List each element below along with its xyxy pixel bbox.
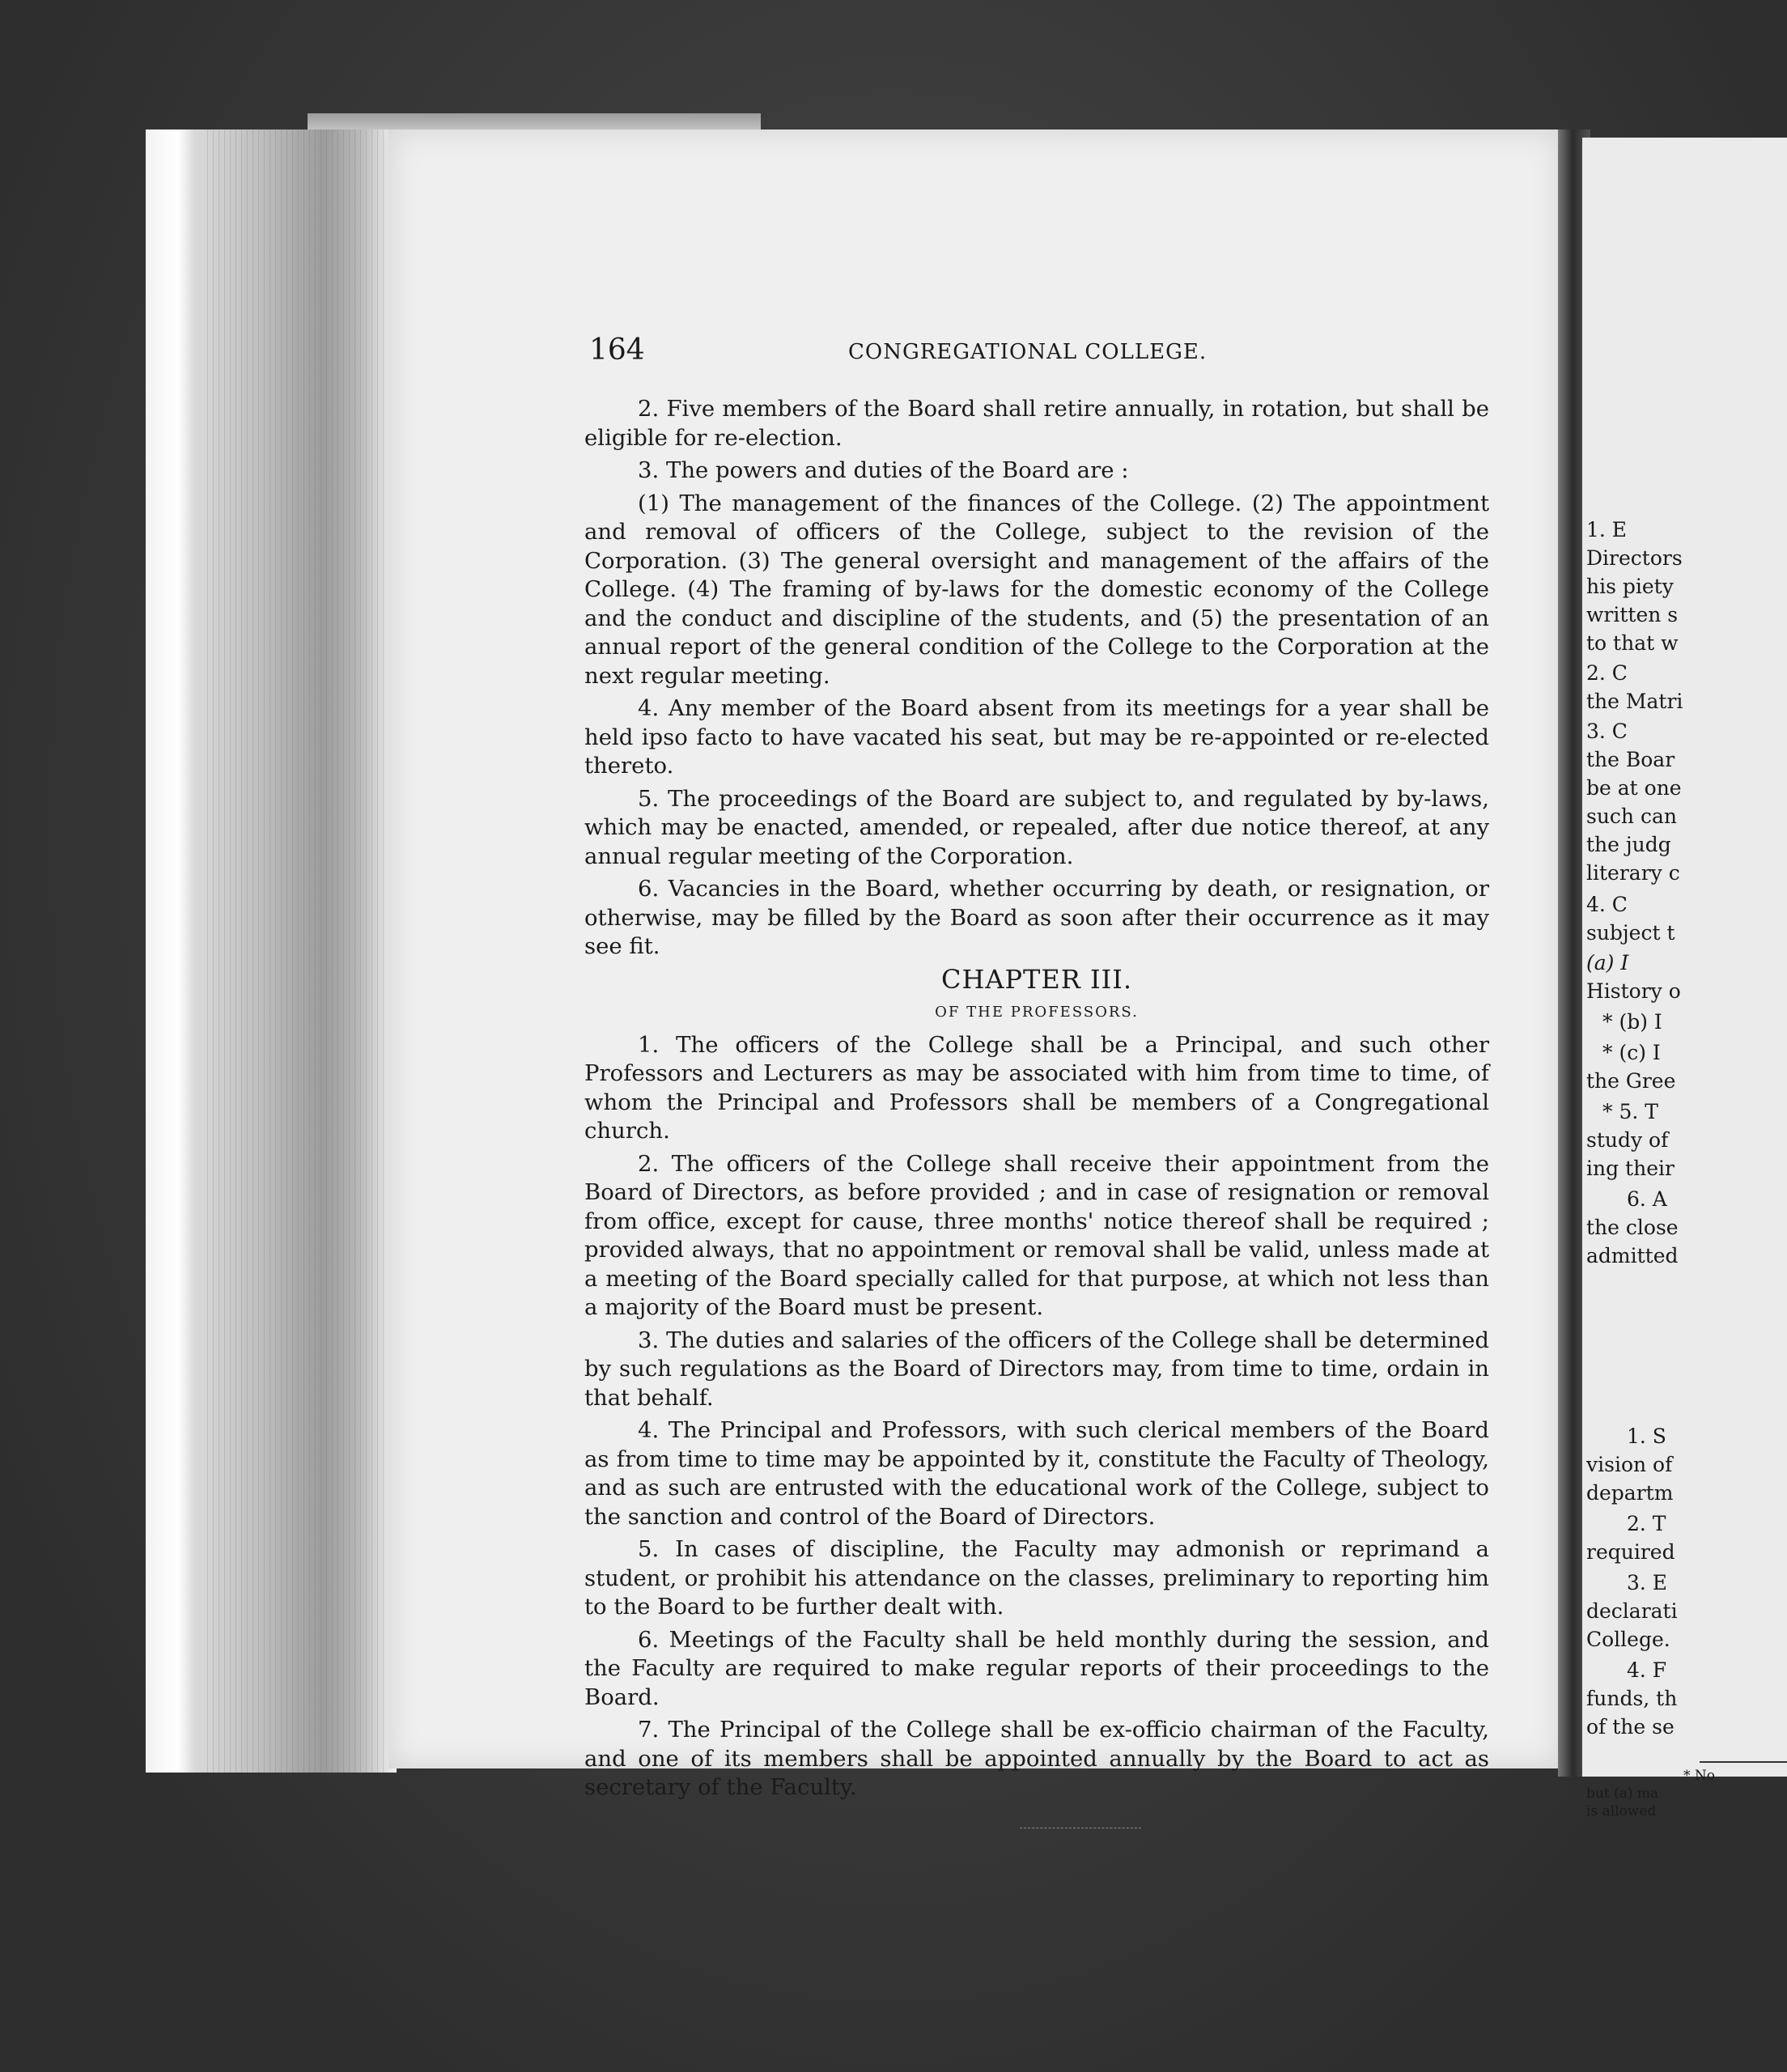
paragraph: 5. In cases of discipline, the Faculty may admonish or reprimand a student, or prohibit his attendance on the classes, preliminary to reporting him to the Board to be further dealt with. [584,1536,1489,1620]
right-line: Directors [1586,546,1683,570]
right-line: study of [1586,1128,1669,1152]
right-line: written s [1586,603,1679,626]
right-line: 1. S [1627,1424,1666,1448]
right-line: the Matri [1586,690,1683,713]
page-edge-lines [202,130,388,1773]
right-line: ing their [1586,1157,1675,1180]
right-line: to that w [1586,631,1679,655]
paragraph: 3. The powers and duties of the Board are : [638,457,1129,483]
paragraph: 3. The duties and salaries of the officers of the College shall be determined by such regulations as the Board of Directors may, from time to time, ordain in that behalf. [584,1327,1489,1411]
right-line: 2. T [1627,1512,1666,1535]
footnote-line: but (a) ma [1586,1785,1659,1802]
right-line: * 5. T [1602,1100,1658,1123]
right-line: 4. C [1586,893,1628,916]
right-line: the judg [1586,833,1671,856]
right-line: 6. A [1627,1187,1667,1211]
paragraph: 4. Any member of the Board absent from its meetings for a year shall be held ipso facto to have vacated his seat, but may be re-appointed or re-elected thereto. [584,695,1489,779]
right-line: (a) I [1586,951,1629,974]
right-line: * (b) I [1602,1010,1662,1034]
footnote-line: * No [1683,1768,1716,1784]
right-line: required [1586,1540,1675,1564]
paragraph: 2. The officers of the College shall receive their appointment from the Board of Directors, as before provided ; and in case of resignation or removal from office, except for cause, three months' notice thereof shall be required ; provided always, that no appointment or removal shall be valid, unless made at a meeting of the Board specially called for that purpose, at which not less than a majority of the Board must be present. [584,1150,1489,1320]
paragraph: (1) The management of the finances of the College. (2) The appointment and removal of officers of the College, subject to the revision of the Corporation. (3) The general oversight and management of the affairs of the College. (4) The framing of by-laws for the domestic economy of the College and the conduct and discipline of the students, and (5) the presentation of an annual report of the general condition of the College to the Corporation at the next regular meeting. [584,490,1489,689]
page-number: 164 [589,333,645,367]
paragraph: 6. Vacancies in the Board, whether occurring by death, or resignation, or otherwise, may be filled by the Board as soon after their occurrence as it may see fit. [584,876,1489,959]
right-line: such can [1586,805,1677,828]
right-line: 3. C [1586,720,1628,743]
paragraph: 2. Five members of the Board shall retire annually, in rotation, but shall be eligible for re-election. [584,396,1489,451]
right-line: History o [1586,979,1681,1003]
page-body [584,395,1489,1807]
paragraph: 7. The Principal of the College shall be ex-officio chairman of the Faculty, and one of its members shall be appointed annually by the Board to act as secretary of the Faculty. [584,1717,1489,1800]
right-line: departm [1586,1481,1674,1505]
chapter-subtitle: OF THE PROFESSORS. [935,1004,1139,1021]
right-line: subject t [1586,921,1675,945]
paragraph: 4. The Principal and Professors, with such clerical members of the Board as from time to time may be appointed by it, constitute the Faculty of Theology, and as such are entrusted with the educational work of the College, subject to the sanction and control of the Board of Directors. [584,1417,1489,1530]
right-line: the Boar [1586,748,1675,771]
right-line: College. [1586,1628,1670,1651]
right-line: 4. F [1627,1658,1667,1682]
paragraph: 1. The officers of the College shall be a Principal, and such other Professors and Lecturers as may be associated with him from time to time, of whom the Principal and Professors shall be members of a Congregational church. [584,1031,1489,1144]
footnote-line: is allowed [1586,1803,1657,1819]
right-line: of the se [1586,1715,1675,1739]
paragraph: 5. The proceedings of the Board are subject to, and regulated by by-laws, which may be enacted, amended, or repealed, after due notice thereof, at any annual regular meeting of the Corporation. [584,785,1489,869]
footnote-rule [1700,1761,1787,1763]
right-line: declarati [1586,1599,1678,1623]
right-line: the close [1586,1216,1679,1239]
right-line: vision of [1586,1453,1673,1476]
right-line: 1. E [1586,518,1628,541]
right-line: be at one [1586,776,1682,800]
right-line: 3. E [1627,1571,1668,1594]
right-line: 2. C [1586,661,1628,685]
right-line: his piety [1586,575,1674,598]
chapter-title: CHAPTER III. [940,963,1133,995]
right-line: funds, th [1586,1687,1678,1710]
right-line: admitted [1586,1244,1679,1267]
right-line: * (c) I [1602,1041,1661,1064]
running-head: CONGREGATIONAL COLLEGE. [848,340,1208,364]
right-line: literary c [1586,861,1680,885]
paragraph: 6. Meetings of the Faculty shall be held monthly during the session, and the Faculty are required to make regular reports of their proceedings to the Board. [584,1626,1489,1710]
right-line: the Gree [1586,1069,1676,1093]
page-header [589,333,1496,374]
